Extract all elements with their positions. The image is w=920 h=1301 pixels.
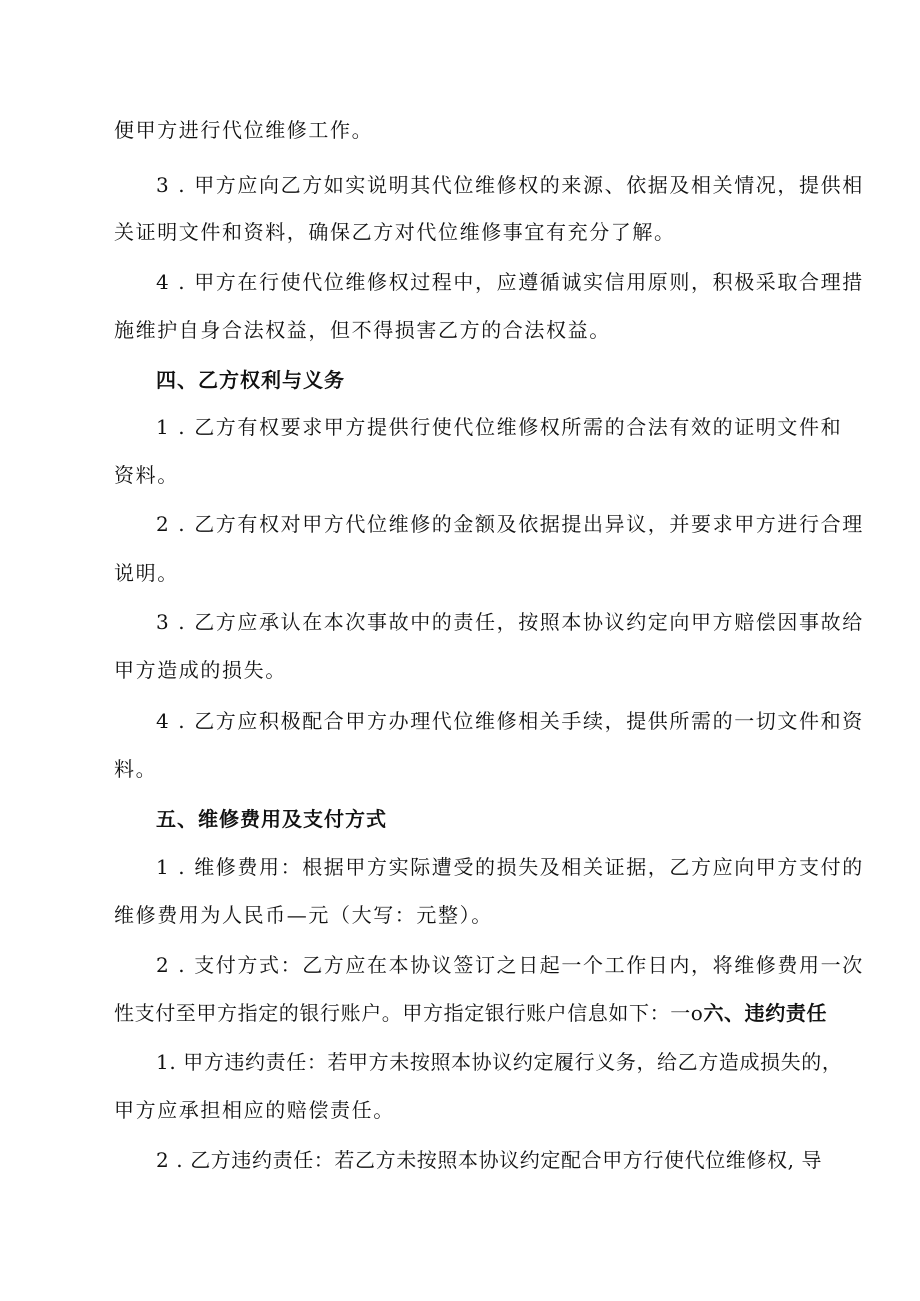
- paragraph-line: 2 . 乙方有权对甲方代位维修的金额及依据提出异议，并要求甲方进行合理: [156, 512, 864, 536]
- section-heading: 六、违约责任: [703, 1001, 828, 1025]
- section-heading: 四、乙方权利与义务: [156, 368, 345, 392]
- section-heading: 五、维修费用及支付方式: [156, 807, 387, 831]
- paragraph-line: 维修费用为人民币—元（大写：元整）。: [114, 903, 493, 927]
- paragraph-line: 便甲方进行代位维修工作。: [114, 118, 374, 142]
- paragraph-line: 甲方应承担相应的赔偿责任。: [114, 1098, 395, 1122]
- paragraph-line: 3 . 甲方应向乙方如实说明其代位维修权的来源、依据及相关情况，提供相: [156, 173, 864, 197]
- paragraph-line: 1 . 维修费用：根据甲方实际遭受的损失及相关证据，乙方应向甲方支付的: [156, 855, 864, 879]
- paragraph-line: 关证明文件和资料，确保乙方对代位维修事宜有充分了解。: [114, 220, 676, 244]
- paragraph-line: 1 . 乙方有权要求甲方提供行使代位维修权所需的合法有效的证明文件和: [156, 415, 843, 439]
- paragraph-line: 1. 甲方违约责任：若甲方未按照本协议约定履行义务，给乙方造成损失的，: [156, 1050, 843, 1074]
- paragraph-line: 施维护自身合法权益，但不得损害乙方的合法权益。: [114, 318, 611, 342]
- paragraph-line: 4 . 甲方在行使代位维修权过程中，应遵循诚实信用原则，积极采取合理措: [156, 270, 864, 294]
- paragraph-line-with-heading: [114, 999, 828, 1027]
- paragraph-line: 2 . 支付方式：乙方应在本协议签订之日起一个工作日内，将维修费用一次: [156, 953, 864, 977]
- paragraph-line: 说明。: [114, 561, 179, 585]
- paragraph-line: 2 . 乙方违约责任：若乙方未按照本协议约定配合甲方行使代位维修权, 导: [156, 1148, 823, 1172]
- paragraph-text: 性支付至甲方指定的银行账户。甲方指定银行账户信息如下：一o: [114, 1001, 704, 1025]
- paragraph-line: 资料。: [114, 463, 179, 487]
- paragraph-line: 料。: [114, 757, 158, 781]
- paragraph-line: 3 . 乙方应承认在本次事故中的责任，按照本协议约定向甲方赔偿因事故给: [156, 610, 864, 634]
- paragraph-line: 4 . 乙方应积极配合甲方办理代位维修相关手续，提供所需的一切文件和资: [156, 709, 864, 733]
- paragraph-line: 甲方造成的损失。: [114, 658, 287, 682]
